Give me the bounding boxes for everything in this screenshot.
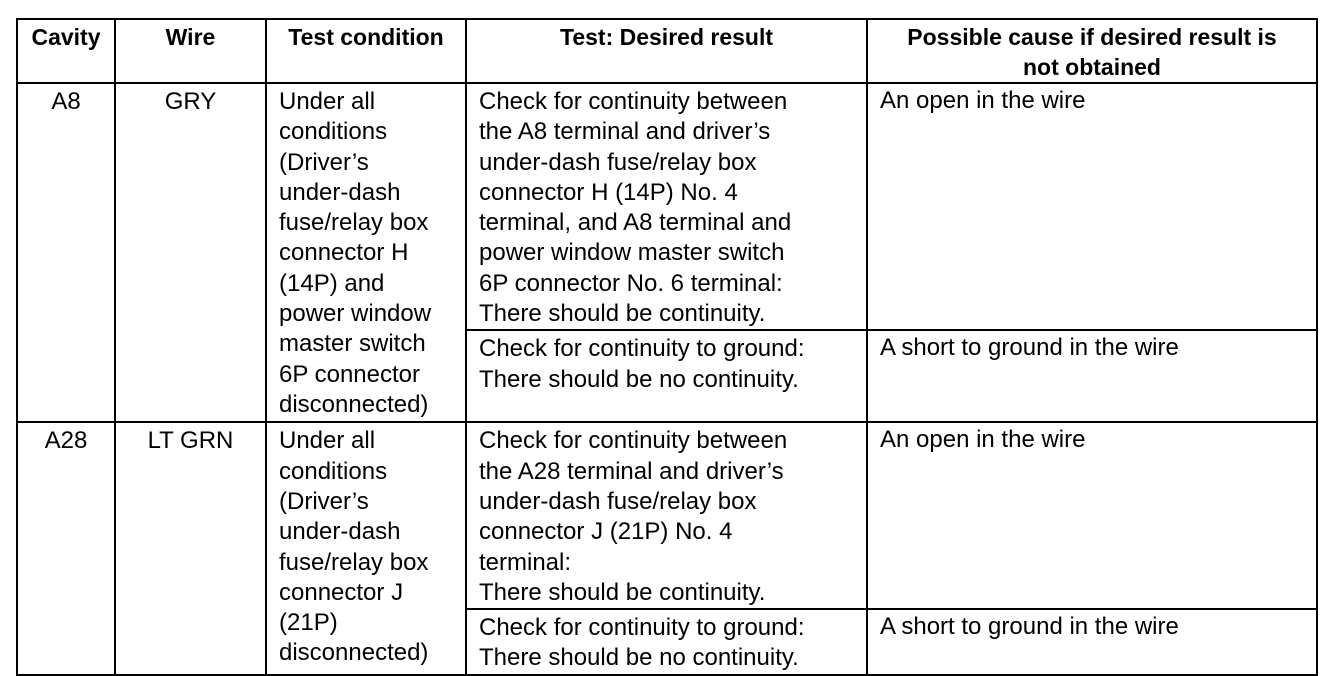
cavity-cell: A28: [17, 422, 115, 674]
header-cavity: Cavity: [17, 19, 115, 83]
result-line: power window master switch: [479, 239, 785, 267]
condition-cell: [266, 83, 466, 422]
result-line: the A28 terminal and driver’s: [479, 457, 784, 485]
result-line: Check for continuity between: [479, 427, 788, 455]
result-line: under-dash fuse/relay box: [479, 487, 757, 515]
result-line: There should be continuity.: [479, 578, 766, 606]
condition-line: power window: [279, 300, 432, 328]
condition-line: connector H: [279, 239, 409, 267]
condition-line: conditions: [279, 118, 388, 146]
condition-line: under-dash: [279, 518, 401, 546]
header-possible-cause: [867, 19, 1317, 83]
condition-line: disconnected): [279, 390, 429, 418]
result-cell: [466, 609, 867, 675]
result-line: There should be continuity.: [479, 300, 766, 328]
condition-line: (14P) and: [279, 269, 385, 297]
condition-line: conditions: [279, 457, 388, 485]
condition-line: Under all: [279, 88, 376, 115]
condition-line: under-dash: [279, 178, 401, 206]
result-line: Check for continuity between: [479, 88, 788, 115]
cause-cell: An open in the wire: [867, 83, 1317, 330]
condition-line: master switch: [279, 330, 426, 358]
result-cell: [466, 330, 867, 422]
condition-line: fuse/relay box: [279, 548, 429, 576]
condition-line: connector J: [279, 578, 404, 606]
header-possible-cause-line2: not obtained: [1023, 54, 1161, 80]
result-line: terminal:: [479, 548, 572, 576]
cause-cell: An open in the wire: [867, 422, 1317, 609]
condition-line: (21P): [279, 609, 338, 637]
header-test-condition: Test condition: [266, 19, 466, 83]
condition-line: 6P connector: [279, 360, 420, 388]
result-line: connector H (14P) No. 4: [479, 178, 738, 206]
result-line: connector J (21P) No. 4: [479, 518, 733, 546]
wire-cell: LT GRN: [115, 422, 266, 674]
header-row: [17, 19, 1317, 83]
condition-line: (Driver’s: [279, 487, 369, 515]
cavity-cell: A8: [17, 83, 115, 422]
result-line: terminal, and A8 terminal and: [479, 209, 792, 237]
result-line: There should be no continuity.: [479, 365, 799, 393]
header-desired-result: Test: Desired result: [466, 19, 867, 83]
result-cell: [466, 422, 867, 609]
condition-line: disconnected): [279, 639, 429, 667]
condition-line: fuse/relay box: [279, 209, 429, 237]
result-line: the A8 terminal and driver’s: [479, 118, 771, 146]
result-line: under-dash fuse/relay box: [479, 148, 757, 176]
table-row: [17, 422, 1317, 609]
condition-cell: [266, 422, 466, 674]
troubleshooting-table: [16, 18, 1318, 676]
cause-cell: A short to ground in the wire: [867, 330, 1317, 422]
header-possible-cause-line1: Possible cause if desired result is: [907, 24, 1277, 50]
result-line: 6P connector No. 6 terminal:: [479, 269, 783, 297]
result-line: Check for continuity to ground:: [479, 614, 805, 642]
cause-cell: A short to ground in the wire: [867, 609, 1317, 675]
result-line: Check for continuity to ground:: [479, 335, 805, 363]
wire-cell: GRY: [115, 83, 266, 422]
condition-line: (Driver’s: [279, 148, 369, 176]
result-line: There should be no continuity.: [479, 644, 799, 672]
result-cell: [466, 83, 867, 330]
header-wire: Wire: [115, 19, 266, 83]
condition-line: Under all: [279, 427, 376, 455]
table-row: [17, 83, 1317, 330]
